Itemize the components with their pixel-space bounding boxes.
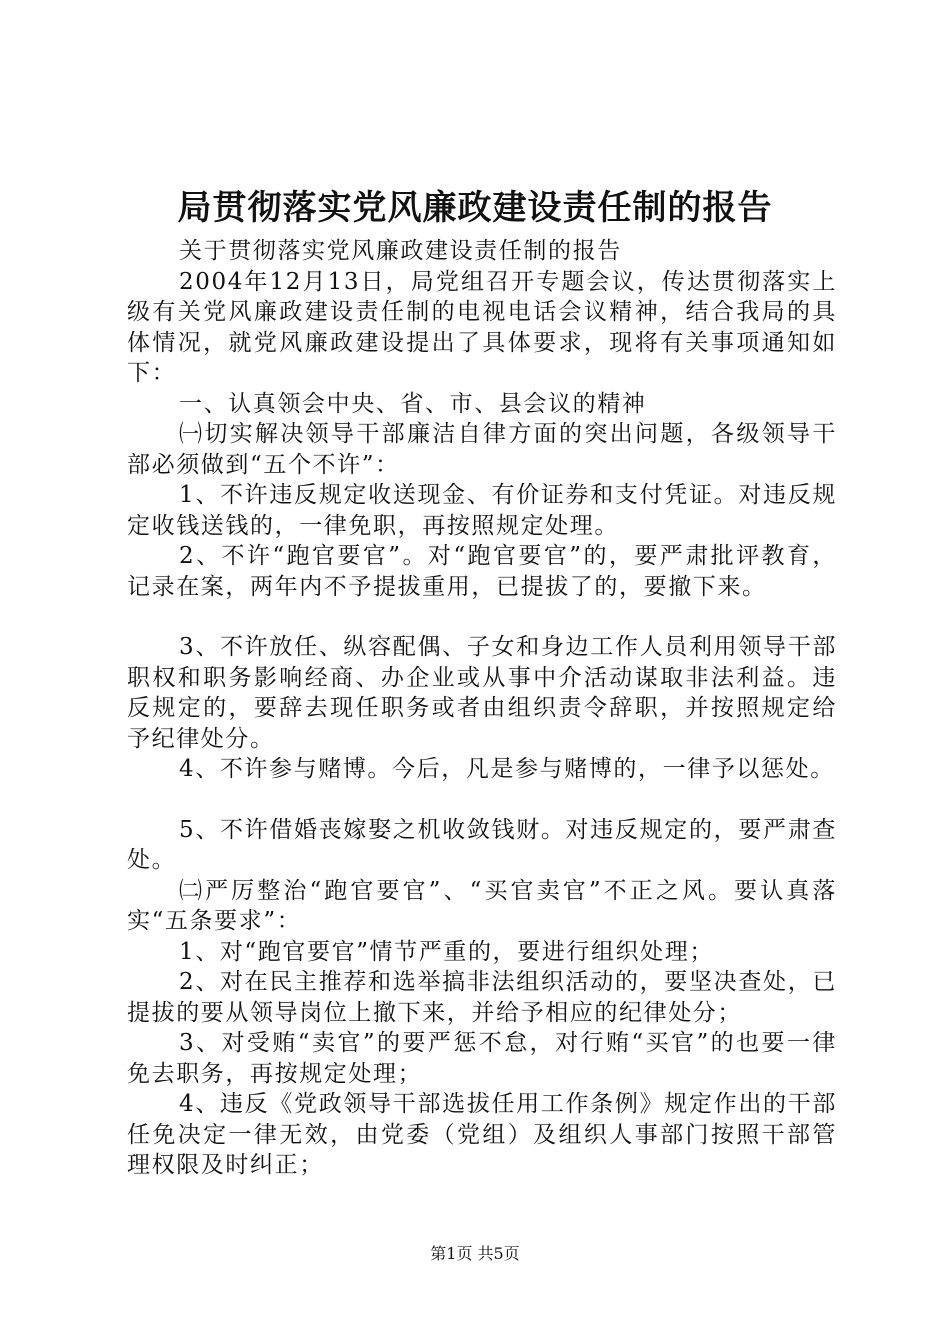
page-number-footer: 第1页 共5页 (430, 1244, 520, 1263)
list-item: 2、不许“跑官要官”。对“跑官要官”的，要严肃批评教育，记录在案，两年内不予提拔重用，已提拔了的，要撤下来。 (127, 543, 837, 600)
list-item: 1、不许违反规定收送现金、有价证券和支付凭证。对违反规定收钱送钱的，一律免职，再按照规定处理。 (127, 482, 837, 539)
paragraph-subtitle: 关于贯彻落实党风廉政建设责任制的报告 (179, 238, 622, 264)
list-item: 5、不许借婚丧嫁娶之机收敛钱财。对违反规定的，要严肃查处。 (127, 816, 837, 873)
document-body (127, 236, 837, 1181)
list-item: 4、违反《党政领导干部选拔任用工作条例》规定作出的干部任免决定一律无效，由党委（党组）及组织人事部门按照干部管理权限及时纠正； (127, 1091, 837, 1178)
list-item: 4、不许参与赌博。今后，凡是参与赌博的，一律予以惩处。 (179, 756, 835, 782)
list-item: 3、不许放任、纵容配偶、子女和身边工作人员利用领导干部职权和职务影响经商、办企业或从事中介活动谋取非法利益。违反规定的，要辞去现任职务或者由组织责令辞职，并按照规定给予纪律处分。 (127, 634, 837, 752)
section-heading-1: 一、认真领会中央、省、市、县会议的精神 (179, 390, 647, 417)
list-item: 2、对在民主推荐和选举搞非法组织活动的，要坚决查处，已提拔的要从领导岗位上撤下来，并给予相应的纪律处分； (127, 969, 837, 1026)
document-title: 局贯彻落实党风廉政建设责任制的报告 (177, 188, 773, 228)
list-item: 3、对受贿“卖官”的要严惩不怠，对行贿“买官”的也要一律免去职务，再按规定处理； (127, 1030, 837, 1087)
list-item: 1、对“跑官要官”情节严重的，要进行组织处理； (179, 938, 714, 965)
subsection-heading-1: ㈠切实解决领导干部廉洁自律方面的突出问题，各级领导干部必须做到“五个不许”： (127, 421, 837, 478)
subsection-heading-2: ㈡严厉整治“跑官要官”、“买官卖官”不正之风。要认真落实“五条要求”： (127, 877, 837, 934)
paragraph-intro: 2004年12月13日，局党组召开专题会议，传达贯彻落实上级有关党风廉政建设责任制的电视电话会议精神，结合我局的具体情况，就党风廉政建设提出了具体要求，现将有关事项通知如下： (127, 268, 837, 386)
